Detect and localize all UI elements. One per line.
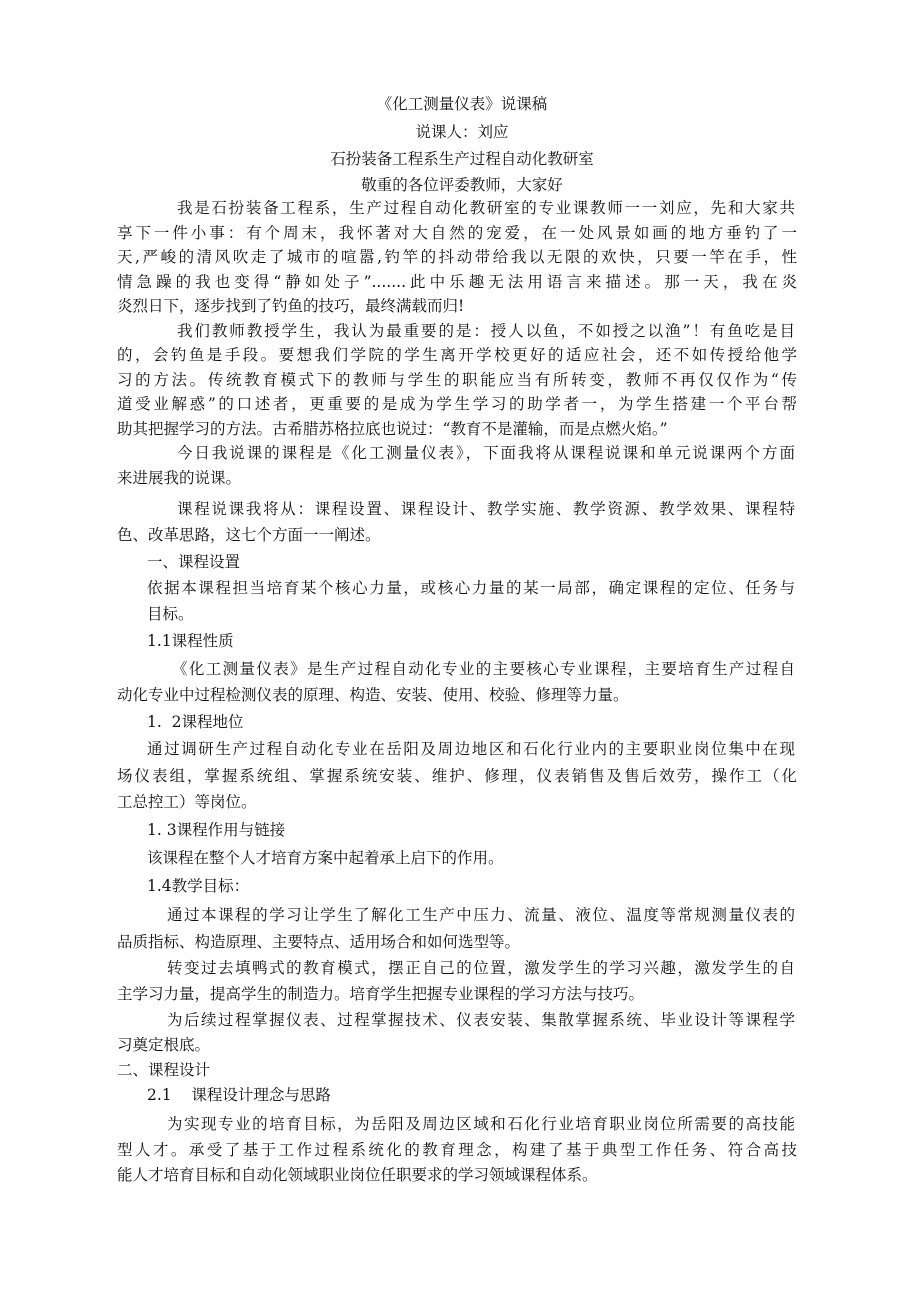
paragraph-line: 该课程在整个人才培育方案中起着承上启下的作用。	[147, 849, 504, 867]
paragraph-line: 习的方法。传统教育模式下的教师与学生的职能应当有所转变，教师不再仅仅作为“传	[117, 371, 797, 389]
paragraph-line: 享下一件小事：有个周末，我怀著对大自然的宠爱，在一处风景如画的地方垂钓了一	[117, 224, 797, 242]
paragraph-line: 的，会钓鱼是手段。要想我们学院的学生离开学校更好的适应社会，还不如传授给他学	[117, 346, 797, 364]
section-heading: 二、课程设计	[117, 1061, 211, 1079]
paragraph-line: 依据本课程担当培育某个核心力量，或核心力量的某一局部，确定课程的定位、任务与	[147, 579, 795, 597]
paragraph-line: 为实现专业的培育目标，为岳阳及周边区域和石化行业培育职业岗位所需要的高技能	[167, 1115, 795, 1133]
paragraph-line: 习奠定根底。	[117, 1036, 211, 1054]
paragraph-line: 课程说课我将从：课程设置、课程设计、教学实施、教学资源、教学效果、课程特	[177, 500, 795, 518]
paragraph-line: 我是石扮装备工程系，生产过程自动化教研室的专业课教师一一刘应，先和大家共	[177, 199, 795, 217]
paragraph-line: 来进展我的说课。	[117, 469, 242, 487]
paragraph-line: 情急躁的我也变得“静如处子”.......此中乐趣无法用语言来描述。那一天，我在炎	[117, 273, 797, 291]
paragraph-line: 动化专业中过程检测仪表的原理、构造、安装、使用、校验、修理等力量。	[117, 686, 629, 704]
paragraph-line: 为后续过程掌握仪表、过程掌握技术、仪表安装、集散掌握系统、毕业设计等课程学	[167, 1011, 795, 1029]
paragraph-line: 目标。	[147, 605, 194, 623]
paragraph-line: 场仪表组，掌握系统组、掌握系统安装、维护、修理，仪表销售及售后效劳，操作工（化	[117, 767, 797, 785]
subsection-heading: 1.1课程性质	[147, 632, 234, 650]
paragraph-line: 转变过去填鸭式的教育模式，摆正自己的位置，激发学生的学习兴趣，激发学生的自	[167, 959, 795, 977]
paragraph-line: 我们教师教授学生，我认为最重要的是：授人以鱼，不如授之以渔”！有鱼吃是目	[177, 322, 795, 340]
paragraph-line: 型人才。承受了基于工作过程系统化的教育理念，构建了基于典型工作任务、符合高技	[117, 1141, 797, 1159]
doc-title: 《化工测量仪表》说课稿	[376, 95, 548, 113]
paragraph-line: 炎烈日下，逐步找到了钓鱼的技巧，最终满载而归!	[117, 297, 465, 315]
paragraph-line: 色、改革思路，这七个方面一一阐述。	[117, 526, 381, 544]
paragraph-line: 主学习力量，提高学生的制造力。培育学生把握专业课程的学习方法与技巧。	[117, 985, 645, 1003]
paragraph-line: 道受业解惑”的口述者，更重要的是成为学生学习的助学者一，为学生搭建一个平台帮	[117, 395, 797, 413]
paragraph-line: 品质指标、构造原理、主要特点、适用场合和如何选型等。	[117, 933, 521, 951]
subsection-heading: 2.1 课程设计理念与思路	[147, 1086, 331, 1104]
paragraph-line: 天,严峻的清风吹走了城市的喧嚣,钓竿的抖动带给我以无限的欢快，只要一竿在手，性	[117, 248, 797, 266]
subsection-heading: 1. 2课程地位	[147, 713, 244, 731]
department-line: 石扮装备工程系生产过程自动化教研室	[330, 150, 594, 168]
paragraph-line: 通过调研生产过程自动化专业在岳阳及周边地区和石化行业内的主要职业岗位集中在现	[147, 740, 795, 758]
subsection-heading: 1.4教学目标：	[147, 877, 250, 895]
greeting-line: 敬重的各位评委教师，大家好	[361, 176, 563, 194]
subsection-heading: 1. 3课程作用与链接	[147, 821, 286, 839]
paragraph-line: 助其把握学习的方法。古希腊苏格拉底也说过：“教育不是灌输，而是点燃火焰。”	[117, 420, 668, 438]
paragraph-line: 《化工测量仪表》是生产过程自动化专业的主要核心专业课程，主要培育生产过程自	[172, 660, 795, 678]
section-heading: 一、课程设置	[147, 553, 241, 571]
lecturer-line: 说课人：刘应	[415, 123, 509, 141]
paragraph-line: 能人才培育目标和自动化领域职业岗位任职要求的学习领域课程体系。	[117, 1166, 598, 1184]
paragraph-line: 通过本课程的学习让学生了解化工生产中压力、流量、液位、温度等常规测量仪表的	[167, 906, 795, 924]
paragraph-line: 工总控工）等岗位。	[117, 793, 257, 811]
paragraph-line: 今日我说课的课程是《化工测量仪表》，下面我将从课程说课和单元说课两个方面	[177, 444, 795, 462]
